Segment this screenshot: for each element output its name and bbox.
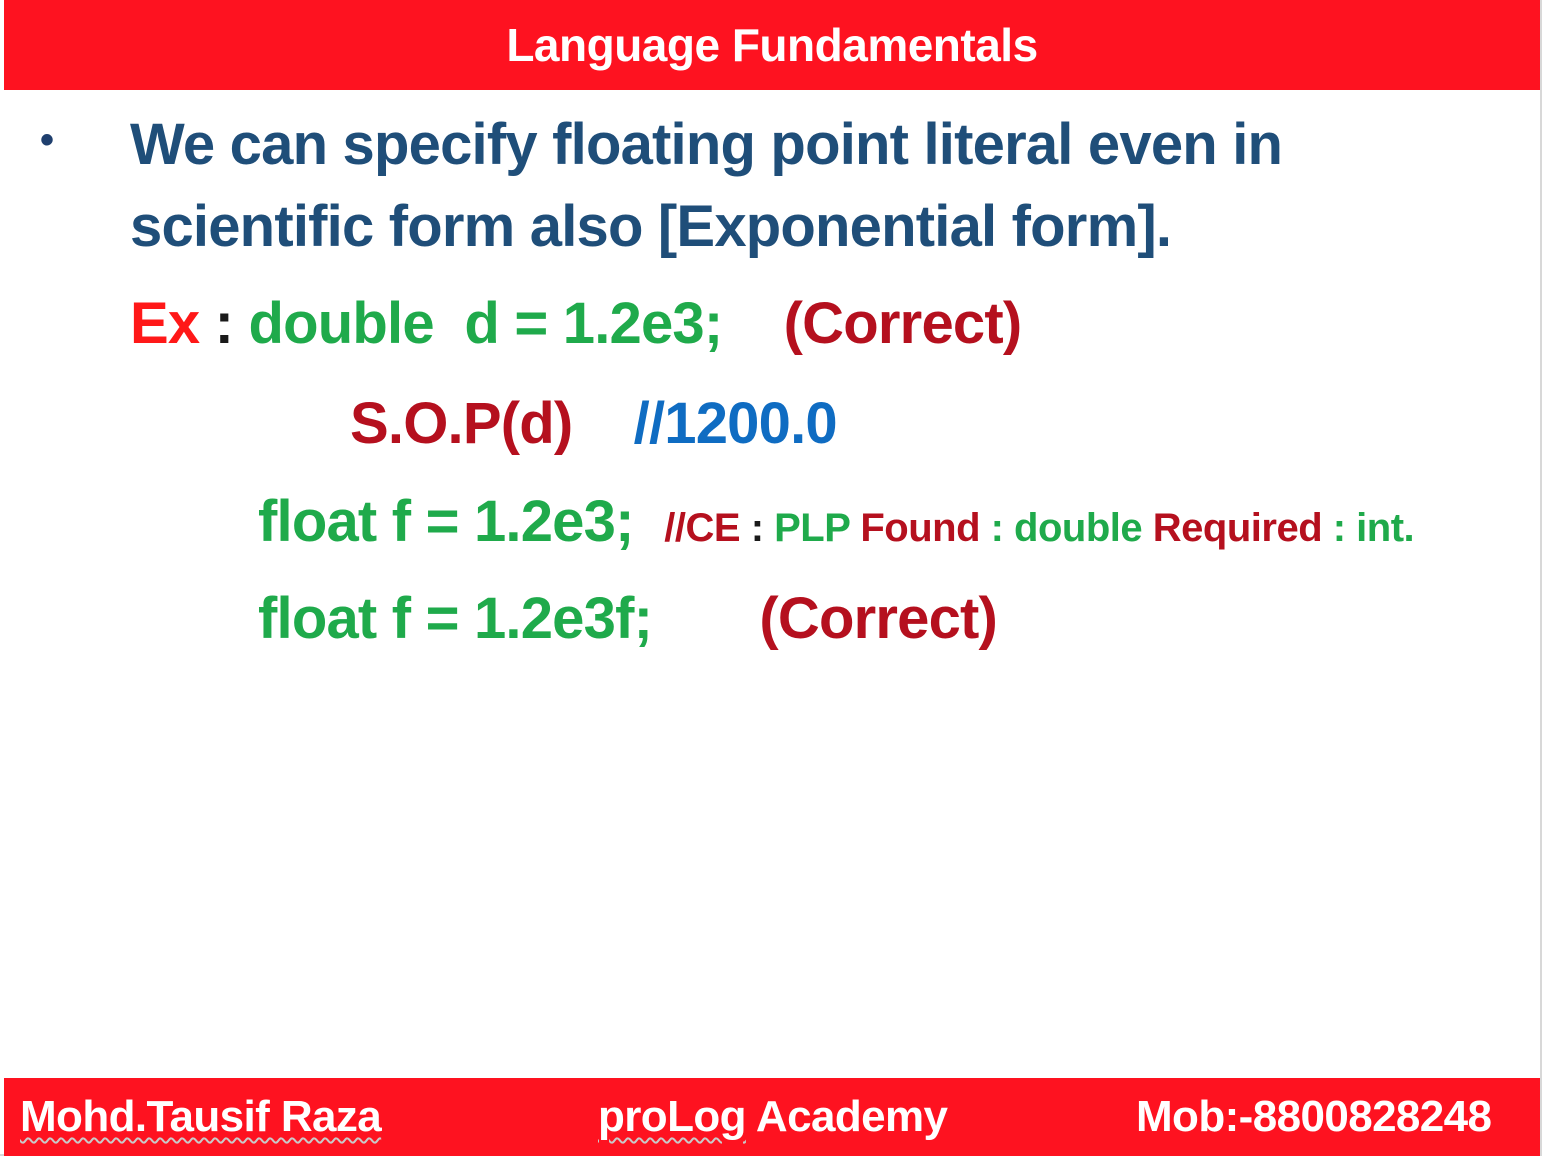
error-found-label: Found: [860, 506, 980, 550]
error-comment-prefix: //: [664, 506, 686, 550]
code-sop-call: S.O.P(d): [350, 391, 573, 456]
example-line-double: [130, 290, 1021, 357]
example-colon: :: [199, 291, 249, 356]
error-plp: PLP: [774, 506, 850, 550]
slide-title: Language Fundamentals: [506, 19, 1038, 71]
footer-bar: [4, 1078, 1540, 1156]
footer-mobile: Mob:-8800828248: [1136, 1092, 1492, 1141]
title-bar: [4, 0, 1540, 90]
example-line-float-correct: [258, 585, 997, 652]
error-colon-3: :: [1322, 506, 1357, 550]
error-colon-2: :: [980, 506, 1015, 550]
example-line-float-error: [258, 488, 1414, 555]
example-line-sop: [350, 390, 837, 457]
code-double-declaration: double d = 1.2e3;: [248, 291, 723, 356]
error-required-label: Required: [1152, 506, 1323, 550]
error-ce: CE: [685, 506, 741, 550]
code-sop-comment: //1200.0: [633, 391, 837, 456]
footer-academy: [598, 1092, 947, 1142]
footer-academy-suffix: Academy: [745, 1092, 948, 1141]
status-correct-2: (Correct): [759, 586, 998, 651]
code-float-f-declaration: float f = 1.2e3f;: [258, 586, 653, 651]
error-found-value: double: [1014, 506, 1143, 550]
footer-author: Mohd.Tausif Raza: [20, 1092, 382, 1141]
footer-academy-prefix: proLog: [598, 1092, 746, 1141]
code-float-declaration: float f = 1.2e3;: [258, 489, 634, 554]
bullet-point-icon: •: [40, 118, 55, 162]
error-required-value: int.: [1356, 506, 1415, 550]
error-colon-1: :: [740, 506, 775, 550]
bullet-text: We can specify floating point literal even in scientific form also [Exponential form].: [130, 112, 1283, 259]
status-correct-1: (Correct): [783, 291, 1022, 356]
example-label: Ex: [130, 291, 200, 356]
